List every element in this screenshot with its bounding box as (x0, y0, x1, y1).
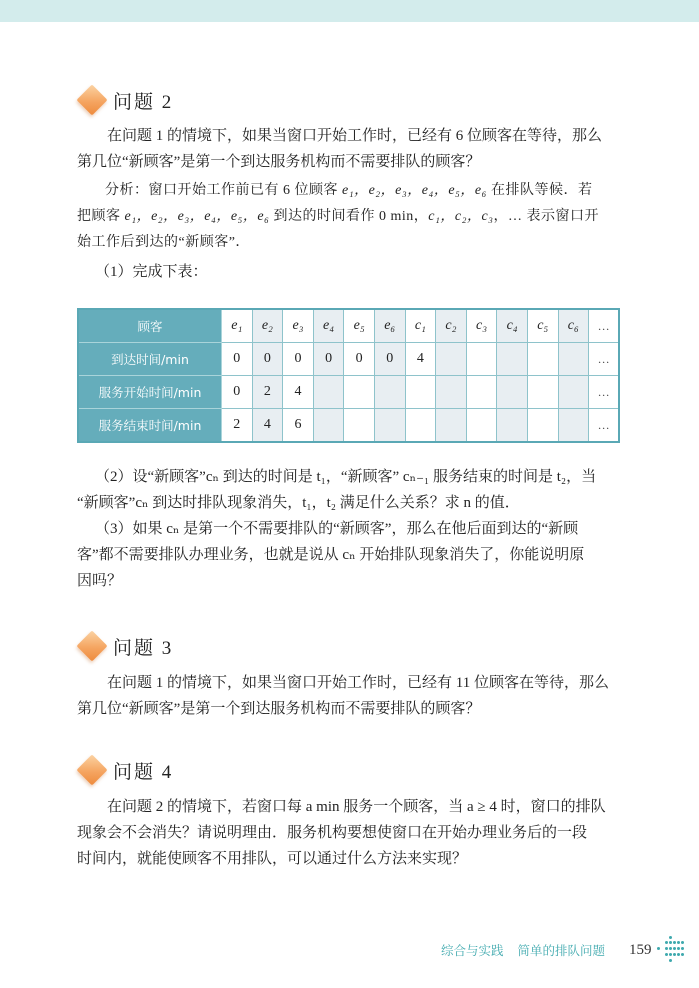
diamond-bullet-icon (76, 630, 107, 661)
table-cell (466, 343, 497, 376)
col-header: c₄ (497, 309, 528, 343)
subquestion-3-line3: 因吗？ (77, 573, 123, 589)
table-cell: 0 (252, 343, 283, 376)
table-cell (405, 409, 436, 443)
page-number: 159 (629, 941, 652, 958)
col-header: e₆ (374, 309, 405, 343)
analysis-e-list: e₁，e₂，e₃，e₄，e₅，e₆ (342, 183, 487, 198)
problem-2-question (77, 123, 622, 175)
diamond-bullet-icon (76, 84, 107, 115)
row-header: 服务开始时间/min (78, 376, 222, 409)
table-cell (436, 343, 467, 376)
table-cell (558, 343, 589, 376)
analysis-c-list: c₁，c₂，c₃ (428, 209, 494, 224)
table-cell (558, 409, 589, 443)
analysis-text: 始工作后到达的“新顾客”． (77, 235, 250, 250)
analysis-text: 分析：窗口开始工作前已有 6 位顾客 (105, 183, 342, 198)
table-cell: 0 (222, 376, 253, 409)
table-cell (313, 409, 344, 443)
table-cell (497, 343, 528, 376)
problem-3-line2: 第几位“新顾客”是第一个到达服务机构而不需要排队的顾客？ (77, 701, 481, 717)
table-cell (436, 376, 467, 409)
subquestion-1 (77, 259, 622, 285)
problem-2-title: 问题 2 (113, 91, 174, 113)
problem-4-title: 问题 4 (113, 761, 174, 783)
table-cell (344, 376, 375, 409)
table-row-customers (78, 309, 619, 343)
table-row-arrival (78, 343, 619, 376)
table-cell (497, 376, 528, 409)
table-cell: 2 (222, 409, 253, 443)
problem-3-question (77, 670, 622, 722)
problem-3-title: 问题 3 (113, 637, 174, 659)
table-cell-ellipsis: … (589, 376, 620, 409)
row-header: 到达时间/min (78, 343, 222, 376)
subquestion-1-text: （1）完成下表： (95, 264, 208, 280)
col-header-ellipsis: … (589, 309, 620, 343)
col-header: e₅ (344, 309, 375, 343)
table-cell: 0 (344, 343, 375, 376)
problem-2-question-line2: 第几位“新顾客”是第一个到达服务机构而不需要排队的顾客？ (77, 154, 481, 170)
table-cell-ellipsis: … (589, 409, 620, 443)
table-cell: 4 (405, 343, 436, 376)
table-row-service-start (78, 376, 619, 409)
table-cell (497, 409, 528, 443)
table-cell (527, 409, 558, 443)
subquestion-2 (77, 464, 622, 516)
col-header: c₂ (436, 309, 467, 343)
col-header: c₁ (405, 309, 436, 343)
analysis-text: ，… 表示窗口开 (493, 209, 600, 224)
table-cell (466, 409, 497, 443)
problem-2-question-line1: 在问题 1 的情境下，如果当窗口开始工作时，已经有 6 位顾客在等待，那么 (107, 128, 603, 144)
queue-table (77, 308, 620, 443)
problem-4-question (77, 794, 622, 872)
analysis-e-list: e₁，e₂，e₃，e₄，e₅，e₆ (124, 209, 270, 224)
table-cell (436, 409, 467, 443)
table-cell: 6 (283, 409, 314, 443)
top-color-band (0, 0, 699, 22)
problem-3-line1: 在问题 1 的情境下，如果当窗口开始工作时，已经有 11 位顾客在等待，那么 (107, 675, 609, 691)
diamond-bullet-icon (76, 754, 107, 785)
table-cell (344, 409, 375, 443)
problem-2-heading (77, 85, 173, 115)
table-cell: 0 (222, 343, 253, 376)
col-header: e₂ (252, 309, 283, 343)
table-cell (558, 376, 589, 409)
subquestion-2-line2: “新顾客”cₙ 到达时排队现象消失，t₁，t₂ 满足什么关系？求 n 的值． (77, 495, 520, 511)
col-header: e₃ (283, 309, 314, 343)
table-cell: 4 (252, 409, 283, 443)
table-cell (527, 343, 558, 376)
problem-4-line2: 现象会不会消失？请说明理由．服务机构要想使窗口在开始办理业务后的一段 (77, 825, 588, 841)
table-cell (374, 376, 405, 409)
col-header: e₁ (222, 309, 253, 343)
col-header: e₄ (313, 309, 344, 343)
col-header: c₃ (466, 309, 497, 343)
table-cell-ellipsis: … (589, 343, 620, 376)
table-cell (527, 376, 558, 409)
table-cell (313, 376, 344, 409)
footer-section: 综合与实践 (441, 943, 504, 958)
col-header: c₅ (527, 309, 558, 343)
page-footer (441, 935, 684, 965)
row-header: 顾客 (78, 309, 222, 343)
problem-4-heading (77, 755, 173, 785)
table-cell: 0 (283, 343, 314, 376)
analysis-text: 把顾客 (77, 209, 125, 224)
table-row-service-end (78, 409, 619, 443)
table-cell: 4 (283, 376, 314, 409)
analysis-text: 在排队等候．若 (487, 183, 593, 198)
subquestion-3 (77, 516, 622, 594)
subquestion-2-line1: （2）设“新顾客”cₙ 到达的时间是 t₁，“新顾客” cₙ₋₁ 服务结束的时间是 t₂，当 (95, 469, 597, 485)
table-cell (466, 376, 497, 409)
problem-3-heading (77, 631, 173, 661)
problem-2-analysis (77, 178, 622, 256)
problem-4-line3: 时间内，就能使顾客不用排队，可以通过什么方法来实现？ (77, 851, 468, 867)
table-cell (405, 376, 436, 409)
table-cell (374, 409, 405, 443)
problem-4-line1: 在问题 2 的情境下，若窗口每 a min 服务一个顾客，当 a ≥ 4 时，窗口的排队 (107, 799, 606, 815)
subquestion-3-line1: （3）如果 cₙ 是第一个不需要排队的“新顾客”，那么在他后面到达的“新顾 (95, 521, 579, 537)
analysis-text: 到达的时间看作 0 min， (269, 209, 429, 224)
table-cell: 0 (313, 343, 344, 376)
footer-title: 简单的排队问题 (517, 943, 606, 958)
row-header: 服务结束时间/min (78, 409, 222, 443)
dot-grid-decoration-icon (656, 935, 684, 965)
table-cell: 0 (374, 343, 405, 376)
subquestion-3-line2: 客”都不需要排队办理业务，也就是说从 cₙ 开始排队现象消失了，你能说明原 (77, 547, 585, 563)
col-header: c₆ (558, 309, 589, 343)
table-cell: 2 (252, 376, 283, 409)
